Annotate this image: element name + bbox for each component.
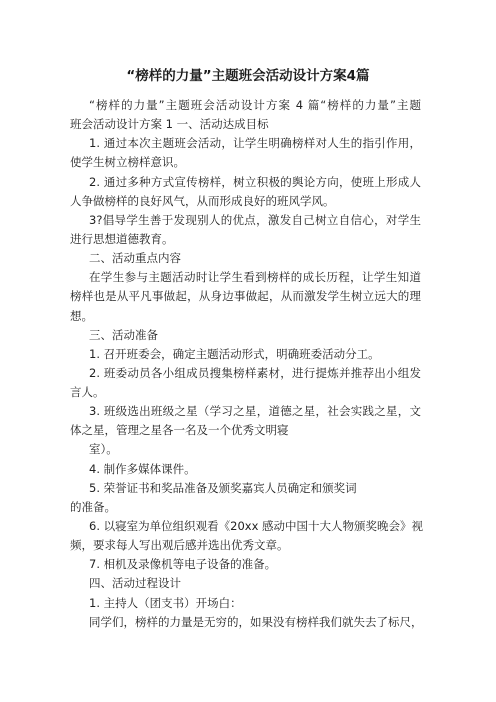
section-heading: 四、活动过程设计 bbox=[89, 576, 181, 590]
paragraph-line: 言人。 bbox=[70, 385, 105, 399]
document-title: “榜样的力量”主题班会活动设计方案4篇 bbox=[126, 68, 370, 84]
paragraph-line: 体之星，管理之星各一名及一个优秀文明寝 bbox=[70, 423, 289, 437]
section-heading: 二、活动重点内容 bbox=[89, 251, 181, 265]
paragraph-line: 7. 相机及录像机等电子设备的准备。 bbox=[89, 557, 277, 571]
paragraph-line: 同学们，榜样的力量是无穷的，如果没有榜样我们就失去了标尺， bbox=[89, 615, 423, 629]
section-heading: 三、活动准备 bbox=[89, 328, 158, 342]
paragraph-line: 1. 召开班委会，确定主题活动形式，明确班委活动分工。 bbox=[89, 347, 380, 361]
paragraph-line: 2. 班委动员各小组成员搜集榜样素材，进行提炼并推荐出小组发 bbox=[89, 366, 421, 380]
paragraph-line: 人争做榜样的良好风气，从而形成良好的班风学风。 bbox=[70, 194, 335, 208]
paragraph-line: 在学生参与主题活动时让学生看到榜样的成长历程，让学生知道 bbox=[89, 270, 421, 284]
paragraph-line: 2. 通过多种方式宣传榜样，树立积极的舆论方向，使班上形成人 bbox=[89, 175, 421, 189]
paragraph-line: 频，要求每人写出观后感并选出优秀文章。 bbox=[70, 538, 289, 552]
paragraph-line: 榜样也是从平凡事做起，从身边事做起，从而激发学生树立远大的理 bbox=[70, 289, 421, 303]
paragraph-line: 3?倡导学生善于发现别人的优点，激发自己树立自信心，对学生 bbox=[89, 213, 421, 227]
paragraph-line: 5. 荣誉证书和奖品准备及颁奖嘉宾人员确定和颁奖词 bbox=[89, 481, 357, 495]
paragraph-line: 3. 班级选出班级之星（学习之星，道德之星，社会实践之星，文 bbox=[89, 404, 421, 418]
paragraph-line: “榜样的力量”主题班会活动设计方案 4 篇“榜样的力量”主题 bbox=[89, 98, 421, 112]
paragraph-line: 进行思想道德教育。 bbox=[70, 232, 174, 246]
paragraph-line: 使学生树立榜样意识。 bbox=[70, 155, 185, 169]
paragraph-line: 4. 制作多媒体课件。 bbox=[89, 462, 196, 476]
paragraph-line: 6. 以寝室为单位组织观看《20xx 感动中国十大人物颁奖晚会》视 bbox=[89, 519, 424, 533]
paragraph-line: 1. 通过本次主题班会活动，让学生明确榜样对人生的指引作用， bbox=[89, 136, 421, 150]
paragraph-line: 1. 主持人（团支书）开场白： bbox=[89, 596, 242, 610]
paragraph-line: 室）。 bbox=[89, 442, 118, 456]
paragraph-line: 的准备。 bbox=[70, 500, 116, 514]
paragraph-line: 想。 bbox=[70, 309, 93, 323]
paragraph-line: 班会活动设计方案 1 一、活动达成目标 bbox=[70, 117, 269, 131]
